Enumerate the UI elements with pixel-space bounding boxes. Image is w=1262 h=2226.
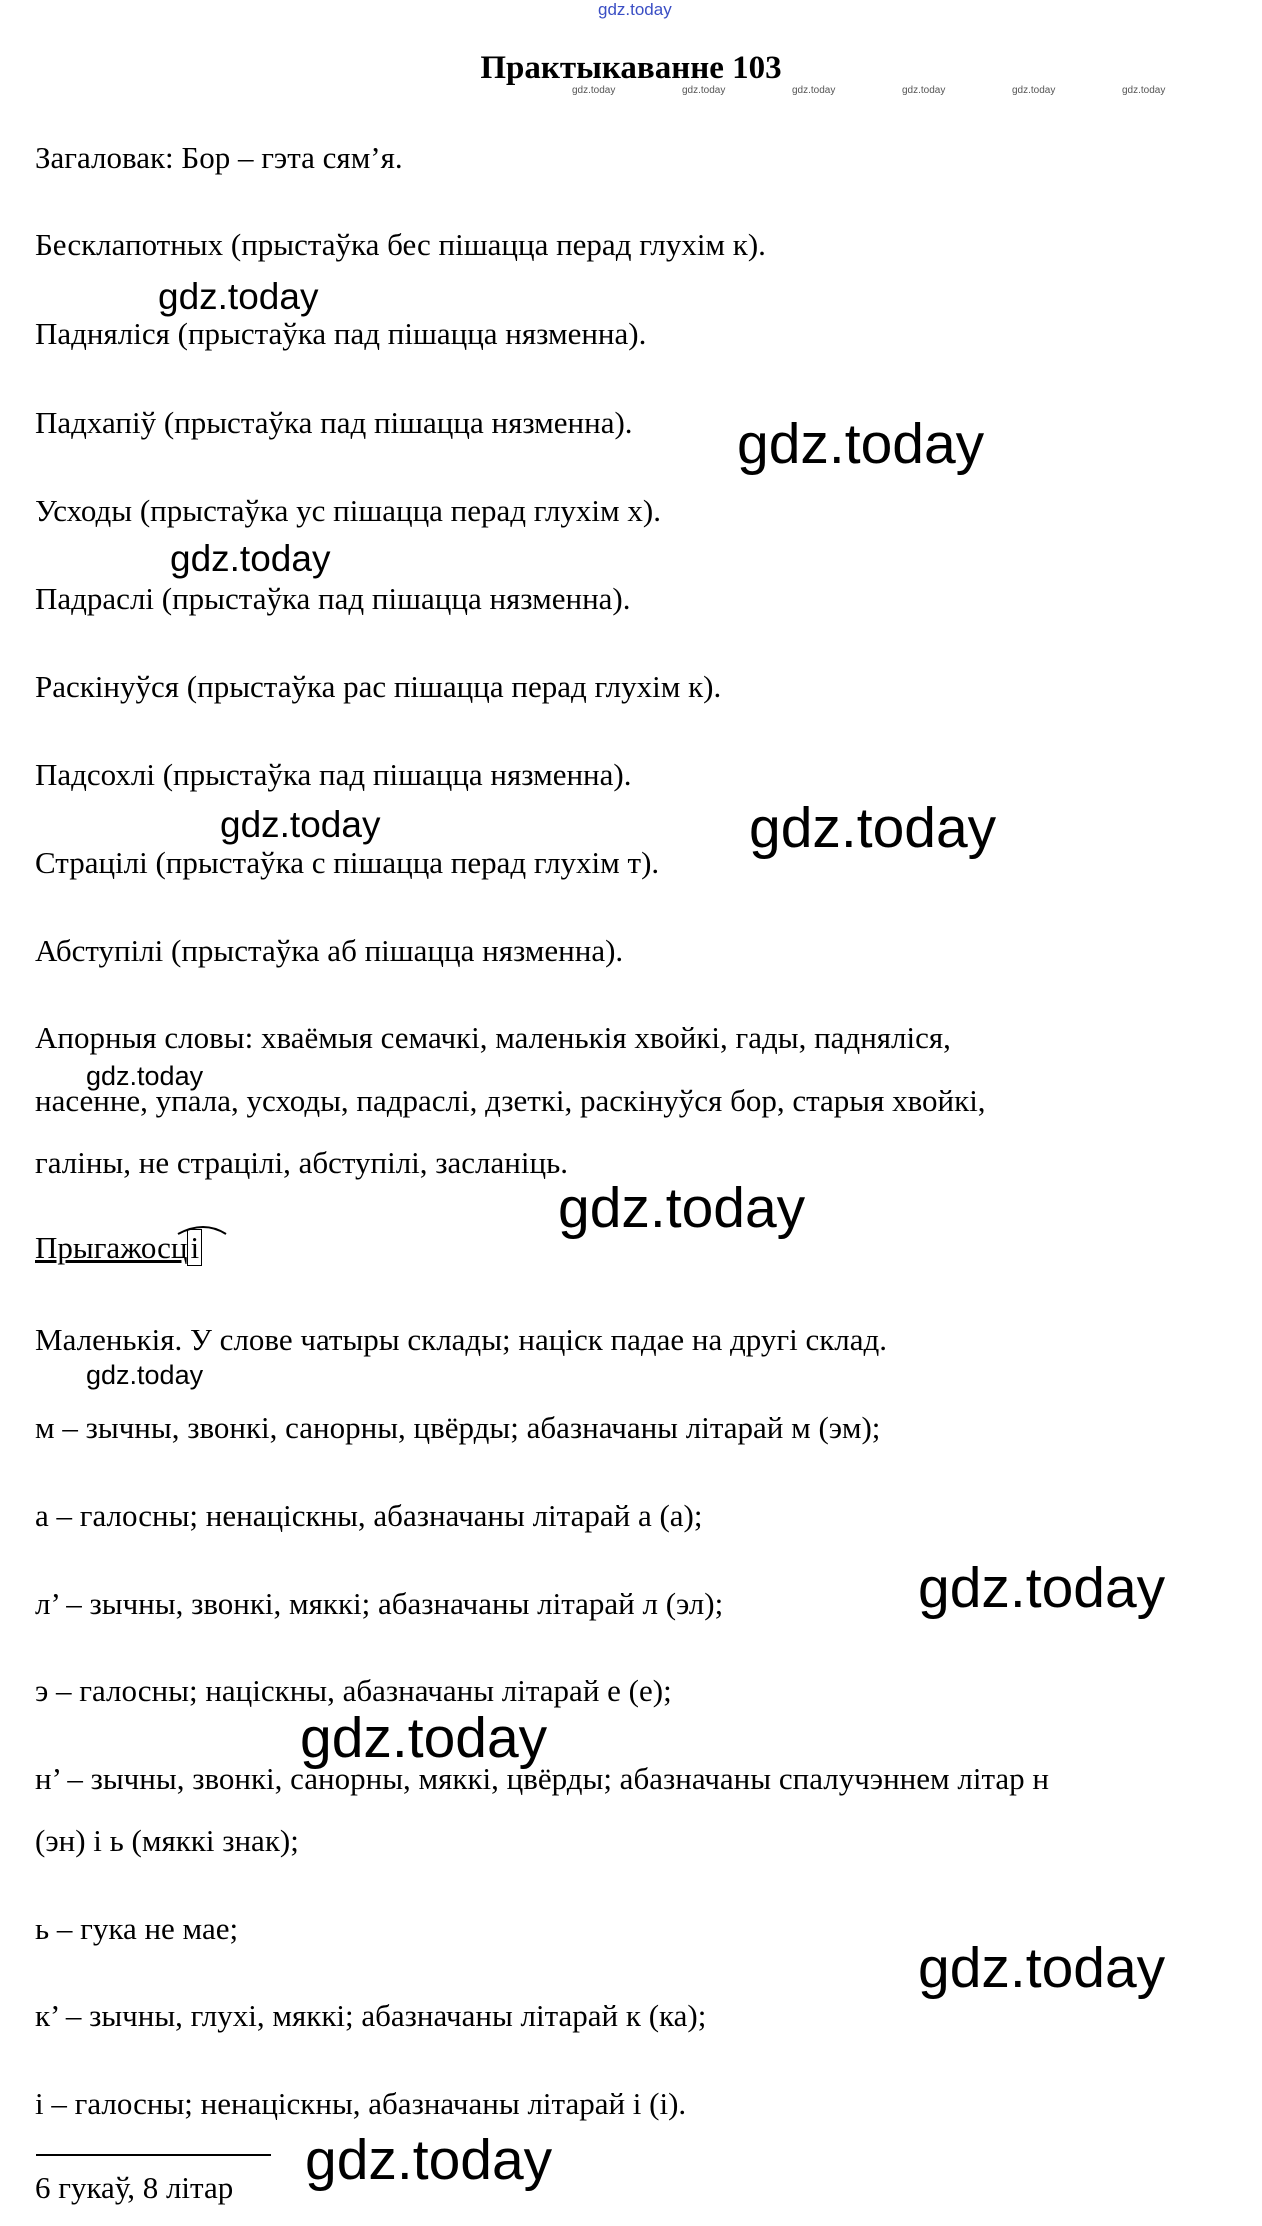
tiny-watermark: gdz.today <box>902 85 946 96</box>
watermark: gdz.today <box>737 412 985 476</box>
analysis-line: Падхапіў (прыстаўка пад пішацца нязменна). <box>35 405 633 440</box>
morph-ending: і <box>187 1229 202 1266</box>
watermark: gdz.today <box>918 1556 1166 1620</box>
summary-line: 6 гукаў, 8 літар <box>35 2170 234 2205</box>
watermark: gdz.today <box>749 796 997 860</box>
analysis-line: Падсохлі (прыстаўка пад пішацца нязменна). <box>35 757 632 792</box>
phonetic-line: м – зычны, звонкі, санорны, цвёрды; абазначаны літарай м (эм); <box>35 1410 881 1445</box>
heading-line: Загаловак: Бор – гэта сям’я. <box>35 140 403 175</box>
watermark: gdz.today <box>170 538 331 579</box>
phonetic-line: (эн) і ь (мяккі знак); <box>35 1823 299 1858</box>
analysis-line: Падняліся (прыстаўка пад пішацца нязменна). <box>35 316 647 351</box>
keywords-line: Апорныя словы: хваёмыя семачкі, маленькія хвойкі, гады, падняліся, <box>35 1020 951 1055</box>
watermark: gdz.today <box>86 1061 204 1091</box>
phonetic-line: і – галосны; ненаціскны, абазначаны літарай і (і). <box>35 2086 687 2121</box>
phonetic-line: а – галосны; ненаціскны, абазначаны літарай а (а); <box>35 1498 703 1533</box>
morph-stem: Прыгажосц <box>35 1230 188 1265</box>
top-watermark: gdz.today <box>598 0 672 19</box>
watermark: gdz.today <box>558 1176 806 1240</box>
phonetic-line: ь – гука не мае; <box>35 1911 239 1946</box>
tiny-watermark: gdz.today <box>1122 85 1166 96</box>
analysis-line: Страцілі (прыстаўка с пішацца перад глухім т). <box>35 845 660 880</box>
watermark: gdz.today <box>220 804 381 845</box>
tiny-watermark: gdz.today <box>682 85 726 96</box>
tiny-watermark: gdz.today <box>792 85 836 96</box>
phonetic-line: н’ – зычны, звонкі, санорны, мяккі, цвёрды; абазначаны спалучэннем літар н <box>35 1761 1050 1796</box>
phonetic-line: э – галосны; націскны, абазначаны літарай е (е); <box>35 1673 672 1708</box>
watermark: gdz.today <box>158 276 319 317</box>
analysis-line: Усходы (прыстаўка ус пішацца перад глухім х). <box>35 493 661 528</box>
summary-rule <box>36 2154 271 2156</box>
watermark: gdz.today <box>305 2128 553 2192</box>
tiny-watermark: gdz.today <box>1012 85 1056 96</box>
phonetic-line: л’ – зычны, звонкі, мяккі; абазначаны літарай л (эл); <box>35 1586 724 1621</box>
watermark: gdz.today <box>918 1936 1166 2000</box>
keywords-line: насенне, упала, усходы, падраслі, дзеткі, раскінуўся бор, старыя хвойкі, <box>35 1083 986 1118</box>
tiny-watermark: gdz.today <box>572 85 616 96</box>
analysis-line: Абступілі (прыстаўка аб пішацца нязменна). <box>35 933 624 968</box>
analysis-line: Раскінуўся (прыстаўка рас пішацца перад глухім к). <box>35 669 722 704</box>
root-arc-icon <box>36 1218 236 1238</box>
phonetic-intro: Маленькія. У слове чатыры склады; націск падае на другі склад. <box>35 1322 888 1357</box>
analysis-line: Падраслі (прыстаўка пад пішацца нязменна). <box>35 581 631 616</box>
page-title: Практыкаванне 103 <box>480 50 782 86</box>
tiny-watermark-row <box>0 85 1262 101</box>
watermark: gdz.today <box>86 1360 204 1390</box>
watermark: gdz.today <box>300 1706 548 1770</box>
keywords-line: галіны, не страцілі, абступілі, засланіць. <box>35 1145 568 1180</box>
phonetic-line: к’ – зычны, глухі, мяккі; абазначаны літарай к (ка); <box>35 1998 707 2033</box>
analysis-line: Бесклапотных (прыстаўка бес пішацца перад глухім к). <box>35 227 766 262</box>
